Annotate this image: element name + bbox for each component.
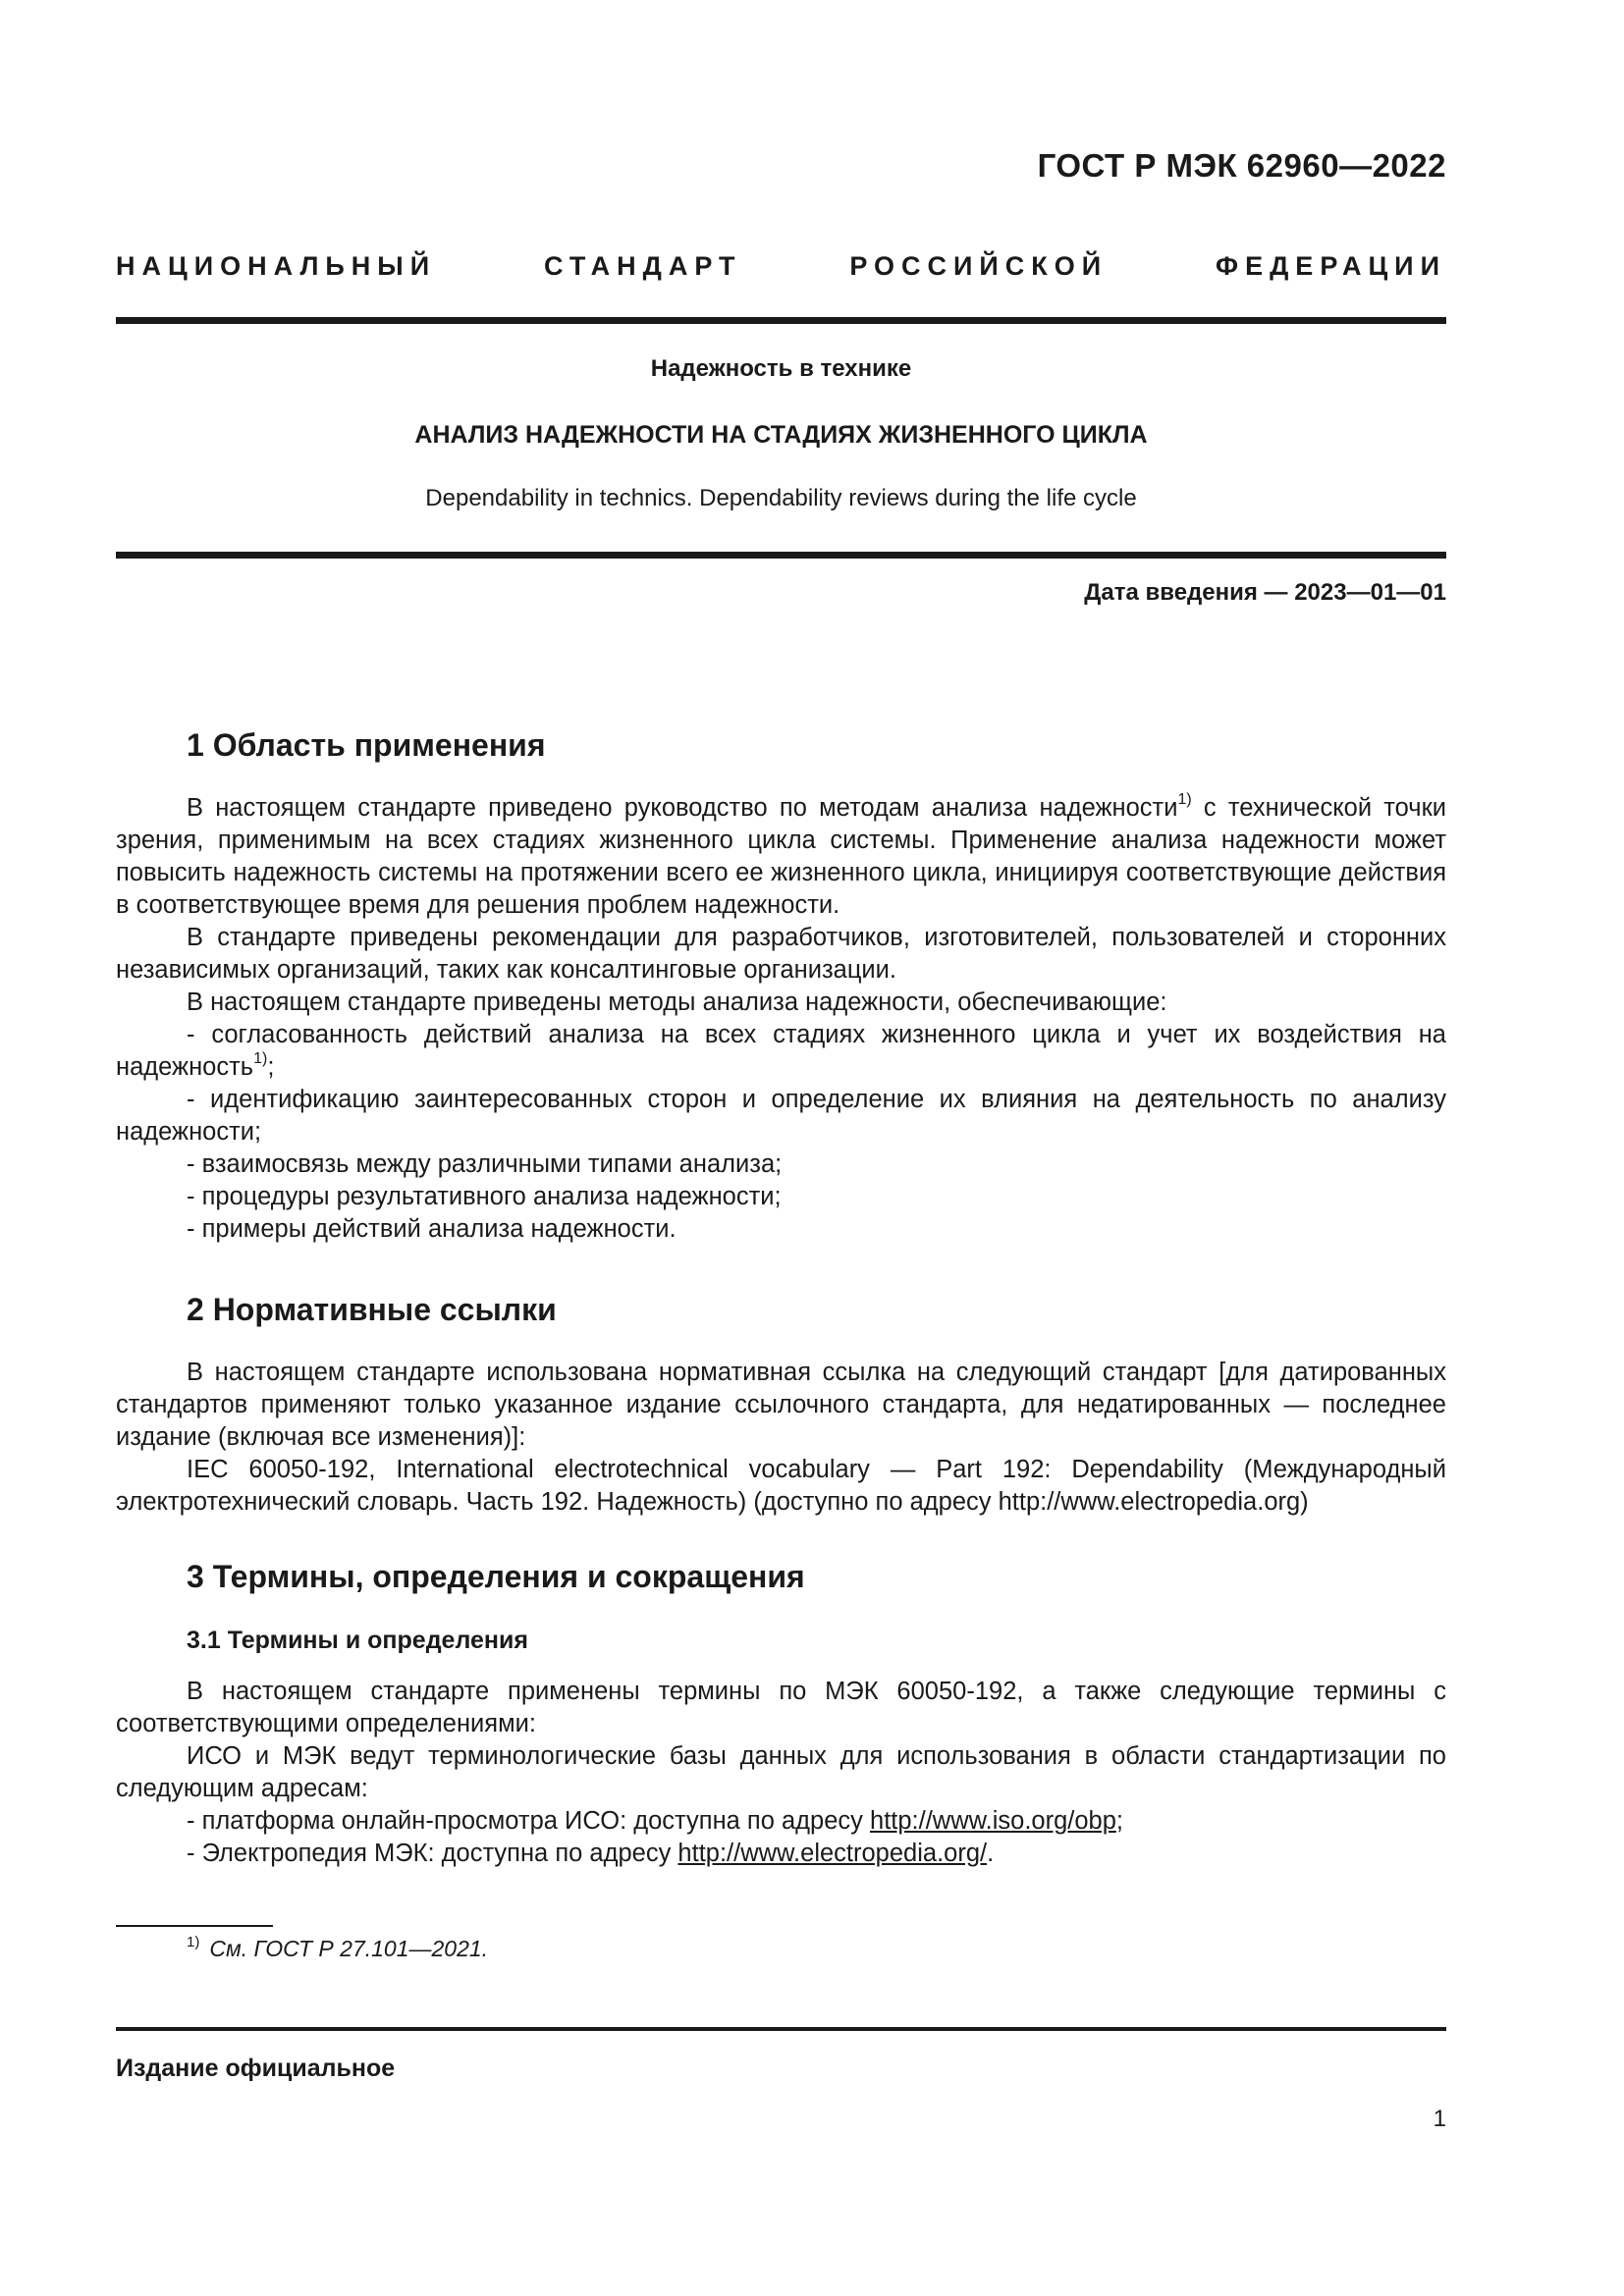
footnote-text: См. ГОСТ Р 27.101—2021. <box>209 1936 489 1961</box>
footnote <box>187 1936 488 1962</box>
electropedia-link[interactable]: http://www.electropedia.org/ <box>677 1840 988 1867</box>
section-1-heading: 1 Область применения <box>187 727 546 763</box>
standard-title: АНАЛИЗ НАДЕЖНОСТИ НА СТАДИЯХ ЖИЗНЕННОГО ЦИКЛА <box>414 421 1148 449</box>
section-2-body <box>116 1357 1446 1519</box>
section-3-paragraph: ИСО и МЭК ведут терминологические базы данных для использования в области стандартизации по следующим адресам: <box>116 1742 1446 1802</box>
english-title: Dependability in technics. Dependability reviews during the life cycle <box>425 485 1137 511</box>
footer-rule <box>116 2027 1446 2031</box>
list-item: - примеры действий анализа надежности. <box>187 1215 677 1243</box>
header-rule-top <box>116 317 1446 324</box>
section-1-paragraph: В настоящем стандарте приведены методы анализа надежности, обеспечивающие: <box>187 988 1167 1016</box>
footnote-separator <box>116 1925 273 1927</box>
section-1-paragraph: В стандарте приведены рекомендации для разработчиков, изготовителей, пользователей и сторонних независимых организаций, таких как консалтинговые организации. <box>116 924 1446 984</box>
section-3-heading: 3 Термины, определения и сокращения <box>187 1559 805 1594</box>
section-2-paragraph: В настоящем стандарте использована нормативная ссылка на следующий стандарт [для датированных стандартов применяют только указанное издание ссылочного стандарта, для недатированных — последнее издание (включая все изменения)]: <box>116 1359 1446 1451</box>
list-item: - платформа онлайн-просмотра ИСО: доступна по адресу http://www.iso.org/obp; <box>187 1807 1123 1835</box>
footnote-marker: 1) <box>187 1934 200 1950</box>
standard-subject: Надежность в технике <box>650 355 912 382</box>
official-edition-label: Издание официальное <box>116 2055 396 2082</box>
page-number: 1 <box>1433 2106 1446 2132</box>
list-item: - процедуры результативного анализа надежности; <box>187 1183 782 1210</box>
list-item: - согласованность действий анализа на всех стадиях жизненного цикла и учет их воздействия на надежность$^{1)}$; <box>116 1021 1446 1081</box>
header-rule-bottom <box>116 552 1446 559</box>
iso-obp-link[interactable]: http://www.iso.org/obp <box>870 1807 1116 1835</box>
section-3-paragraph: В настоящем стандарте применены термины по МЭК 60050-192, а также следующие термины с соответствующими определениями: <box>116 1678 1446 1737</box>
footnote-ref: 1) <box>1177 791 1192 808</box>
introduction-date: Дата введения — 2023—01—01 <box>1084 579 1446 606</box>
section-3-1-heading: 3.1 Термины и определения <box>187 1627 528 1654</box>
section-2-paragraph: IEC 60050-192, International electrotechnical vocabulary — Part 192: Dependability (Международный электротехнический словарь. Часть 192. Надежность) (доступно по адресу http://www.electropedia.org) <box>116 1456 1446 1516</box>
list-item: - идентификацию заинтересованных сторон и определение их влияния на деятельность по анализу надежности; <box>116 1086 1446 1146</box>
footnote-ref: 1) <box>253 1050 268 1067</box>
section-2-heading: 2 Нормативные ссылки <box>187 1292 557 1327</box>
list-item: - Электропедия МЭК: доступна по адресу http://www.electropedia.org/. <box>187 1840 995 1867</box>
list-item: - взаимосвязь между различными типами анализа; <box>187 1150 783 1178</box>
standard-designation: ГОСТ Р МЭК 62960—2022 <box>1037 147 1446 184</box>
section-3-body <box>116 1676 1446 1870</box>
section-1-paragraph: В настоящем стандарте приведено руководство по методам анализа надежности$^{1)}$ с технической точки зрения, применимым на всех стадиях жизненного цикла системы. Применение анализа надежности может повысить надежность системы на протяжении всего ее жизненного цикла, инициируя соответствующие действия в соответствующее время для решения проблем надежности. <box>116 791 1446 919</box>
national-standard-banner: НАЦИОНАЛЬНЫЙ СТАНДАРТ РОССИЙСКОЙ ФЕДЕРАЦИИ <box>116 251 1446 281</box>
section-1-body <box>116 792 1446 1246</box>
